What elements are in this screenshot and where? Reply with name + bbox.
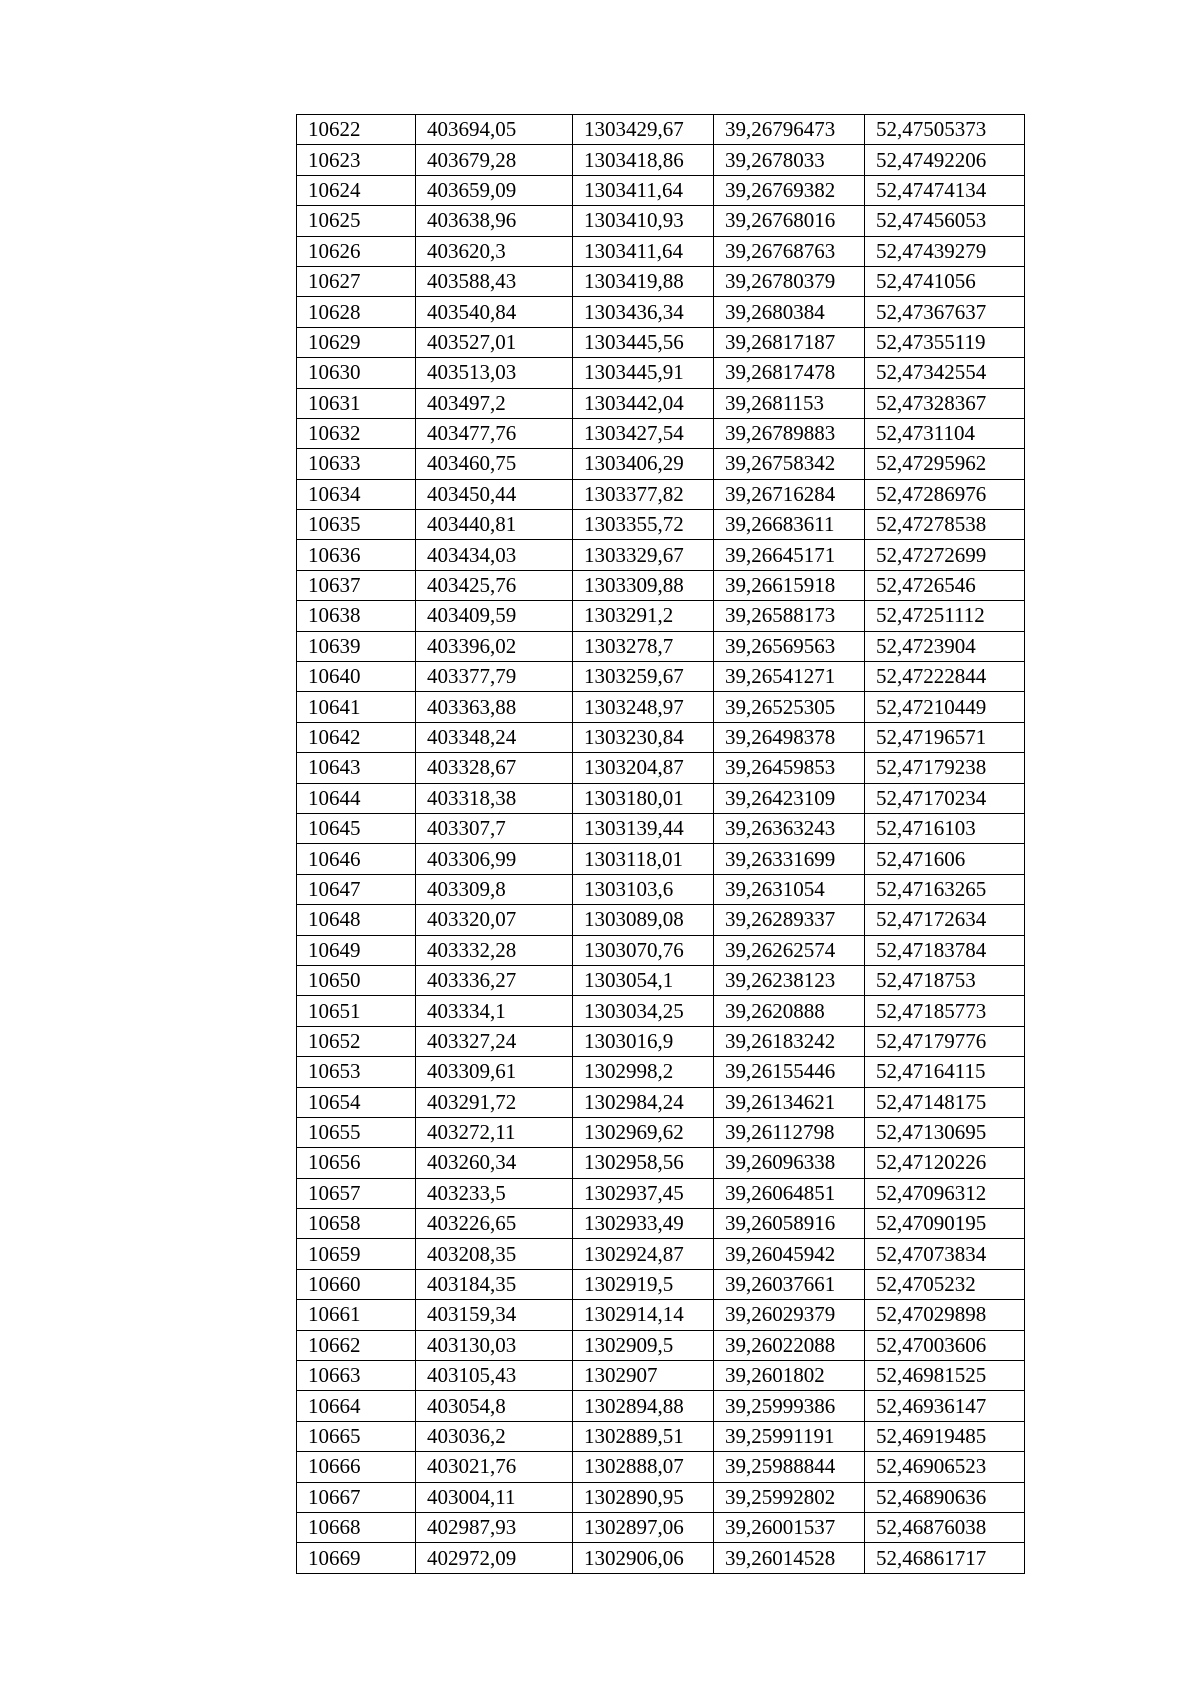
table-row	[297, 1330, 1025, 1360]
point-number-cell: 10659	[297, 1239, 416, 1269]
longitude-cell: 39,2601802	[714, 1361, 865, 1391]
latitude-cell: 52,47029898	[865, 1300, 1025, 1330]
longitude-cell: 39,26022088	[714, 1330, 865, 1360]
table-row	[297, 388, 1025, 418]
latitude-cell: 52,47328367	[865, 388, 1025, 418]
table-row	[297, 1269, 1025, 1299]
latitude-cell: 52,47251112	[865, 601, 1025, 631]
longitude-cell: 39,26645171	[714, 540, 865, 570]
x-coordinate-cell: 403460,75	[416, 449, 573, 479]
latitude-cell: 52,47196571	[865, 722, 1025, 752]
point-number-cell: 10628	[297, 297, 416, 327]
longitude-cell: 39,26498378	[714, 722, 865, 752]
y-coordinate-cell: 1302889,51	[573, 1421, 714, 1451]
longitude-cell: 39,26155446	[714, 1057, 865, 1087]
latitude-cell: 52,47163265	[865, 874, 1025, 904]
latitude-cell: 52,47073834	[865, 1239, 1025, 1269]
y-coordinate-cell: 1303377,82	[573, 479, 714, 509]
longitude-cell: 39,26037661	[714, 1269, 865, 1299]
y-coordinate-cell: 1303406,29	[573, 449, 714, 479]
y-coordinate-cell: 1303410,93	[573, 206, 714, 236]
longitude-cell: 39,26001537	[714, 1512, 865, 1542]
latitude-cell: 52,47185773	[865, 996, 1025, 1026]
latitude-cell: 52,47003606	[865, 1330, 1025, 1360]
x-coordinate-cell: 403291,72	[416, 1087, 573, 1117]
table-row	[297, 1543, 1025, 1573]
y-coordinate-cell: 1303230,84	[573, 722, 714, 752]
y-coordinate-cell: 1303070,76	[573, 935, 714, 965]
y-coordinate-cell: 1302907	[573, 1361, 714, 1391]
latitude-cell: 52,4716103	[865, 813, 1025, 843]
x-coordinate-cell: 403054,8	[416, 1391, 573, 1421]
longitude-cell: 39,2680384	[714, 297, 865, 327]
x-coordinate-cell: 403348,24	[416, 722, 573, 752]
point-number-cell: 10668	[297, 1512, 416, 1542]
latitude-cell: 52,46936147	[865, 1391, 1025, 1421]
y-coordinate-cell: 1303411,64	[573, 175, 714, 205]
table-row	[297, 1087, 1025, 1117]
table-row	[297, 1452, 1025, 1482]
x-coordinate-cell: 403208,35	[416, 1239, 573, 1269]
table-row	[297, 175, 1025, 205]
point-number-cell: 10634	[297, 479, 416, 509]
table-row	[297, 722, 1025, 752]
latitude-cell: 52,47278538	[865, 510, 1025, 540]
table-row	[297, 540, 1025, 570]
point-number-cell: 10630	[297, 358, 416, 388]
latitude-cell: 52,47355119	[865, 327, 1025, 357]
table-row	[297, 996, 1025, 1026]
latitude-cell: 52,47222844	[865, 662, 1025, 692]
x-coordinate-cell: 403307,7	[416, 813, 573, 843]
x-coordinate-cell: 403159,34	[416, 1300, 573, 1330]
latitude-cell: 52,47439279	[865, 236, 1025, 266]
longitude-cell: 39,26029379	[714, 1300, 865, 1330]
point-number-cell: 10662	[297, 1330, 416, 1360]
y-coordinate-cell: 1302937,45	[573, 1178, 714, 1208]
x-coordinate-cell: 403425,76	[416, 570, 573, 600]
point-number-cell: 10642	[297, 722, 416, 752]
y-coordinate-cell: 1302897,06	[573, 1512, 714, 1542]
longitude-cell: 39,26769382	[714, 175, 865, 205]
longitude-cell: 39,26112798	[714, 1117, 865, 1147]
latitude-cell: 52,46906523	[865, 1452, 1025, 1482]
longitude-cell: 39,25992802	[714, 1482, 865, 1512]
x-coordinate-cell: 403327,24	[416, 1026, 573, 1056]
table-row	[297, 1391, 1025, 1421]
longitude-cell: 39,2678033	[714, 145, 865, 175]
longitude-cell: 39,26541271	[714, 662, 865, 692]
point-number-cell: 10663	[297, 1361, 416, 1391]
x-coordinate-cell: 403638,96	[416, 206, 573, 236]
latitude-cell: 52,46861717	[865, 1543, 1025, 1573]
latitude-cell: 52,47172634	[865, 905, 1025, 935]
table-row	[297, 844, 1025, 874]
latitude-cell: 52,46981525	[865, 1361, 1025, 1391]
table-row	[297, 115, 1025, 145]
latitude-cell: 52,47367637	[865, 297, 1025, 327]
latitude-cell: 52,47474134	[865, 175, 1025, 205]
point-number-cell: 10649	[297, 935, 416, 965]
table-row	[297, 327, 1025, 357]
longitude-cell: 39,26817187	[714, 327, 865, 357]
longitude-cell: 39,26014528	[714, 1543, 865, 1573]
coordinates-table-body	[297, 115, 1025, 1574]
longitude-cell: 39,26525305	[714, 692, 865, 722]
point-number-cell: 10669	[297, 1543, 416, 1573]
table-row	[297, 1117, 1025, 1147]
y-coordinate-cell: 1303429,67	[573, 115, 714, 145]
x-coordinate-cell: 403588,43	[416, 266, 573, 296]
table-row	[297, 1178, 1025, 1208]
x-coordinate-cell: 402972,09	[416, 1543, 573, 1573]
point-number-cell: 10660	[297, 1269, 416, 1299]
y-coordinate-cell: 1302958,56	[573, 1148, 714, 1178]
x-coordinate-cell: 403363,88	[416, 692, 573, 722]
longitude-cell: 39,25988844	[714, 1452, 865, 1482]
x-coordinate-cell: 403659,09	[416, 175, 573, 205]
y-coordinate-cell: 1302890,95	[573, 1482, 714, 1512]
latitude-cell: 52,46919485	[865, 1421, 1025, 1451]
point-number-cell: 10644	[297, 783, 416, 813]
x-coordinate-cell: 403272,11	[416, 1117, 573, 1147]
table-row	[297, 479, 1025, 509]
latitude-cell: 52,471606	[865, 844, 1025, 874]
latitude-cell: 52,46876038	[865, 1512, 1025, 1542]
point-number-cell: 10666	[297, 1452, 416, 1482]
table-row	[297, 935, 1025, 965]
point-number-cell: 10657	[297, 1178, 416, 1208]
x-coordinate-cell: 403434,03	[416, 540, 573, 570]
longitude-cell: 39,2631054	[714, 874, 865, 904]
x-coordinate-cell: 403306,99	[416, 844, 573, 874]
point-number-cell: 10658	[297, 1209, 416, 1239]
y-coordinate-cell: 1303436,34	[573, 297, 714, 327]
point-number-cell: 10622	[297, 115, 416, 145]
longitude-cell: 39,26183242	[714, 1026, 865, 1056]
longitude-cell: 39,26768763	[714, 236, 865, 266]
point-number-cell: 10633	[297, 449, 416, 479]
latitude-cell: 52,4741056	[865, 266, 1025, 296]
x-coordinate-cell: 403477,76	[416, 418, 573, 448]
table-row	[297, 1239, 1025, 1269]
y-coordinate-cell: 1302888,07	[573, 1452, 714, 1482]
y-coordinate-cell: 1303445,56	[573, 327, 714, 357]
table-row	[297, 1421, 1025, 1451]
longitude-cell: 39,26238123	[714, 965, 865, 995]
y-coordinate-cell: 1303259,67	[573, 662, 714, 692]
point-number-cell: 10624	[297, 175, 416, 205]
latitude-cell: 52,47505373	[865, 115, 1025, 145]
x-coordinate-cell: 403332,28	[416, 935, 573, 965]
table-row	[297, 1361, 1025, 1391]
x-coordinate-cell: 403260,34	[416, 1148, 573, 1178]
y-coordinate-cell: 1303278,7	[573, 631, 714, 661]
longitude-cell: 39,2681153	[714, 388, 865, 418]
point-number-cell: 10655	[297, 1117, 416, 1147]
point-number-cell: 10637	[297, 570, 416, 600]
point-number-cell: 10665	[297, 1421, 416, 1451]
x-coordinate-cell: 403318,38	[416, 783, 573, 813]
table-row	[297, 266, 1025, 296]
latitude-cell: 52,47164115	[865, 1057, 1025, 1087]
latitude-cell: 52,47096312	[865, 1178, 1025, 1208]
point-number-cell: 10650	[297, 965, 416, 995]
table-row	[297, 1148, 1025, 1178]
table-row	[297, 1512, 1025, 1542]
point-number-cell: 10653	[297, 1057, 416, 1087]
latitude-cell: 52,4726546	[865, 570, 1025, 600]
table-row	[297, 601, 1025, 631]
x-coordinate-cell: 403409,59	[416, 601, 573, 631]
y-coordinate-cell: 1303016,9	[573, 1026, 714, 1056]
longitude-cell: 39,25999386	[714, 1391, 865, 1421]
point-number-cell: 10646	[297, 844, 416, 874]
latitude-cell: 52,47210449	[865, 692, 1025, 722]
y-coordinate-cell: 1303139,44	[573, 813, 714, 843]
y-coordinate-cell: 1303034,25	[573, 996, 714, 1026]
longitude-cell: 39,2620888	[714, 996, 865, 1026]
y-coordinate-cell: 1302984,24	[573, 1087, 714, 1117]
x-coordinate-cell: 403309,8	[416, 874, 573, 904]
y-coordinate-cell: 1302894,88	[573, 1391, 714, 1421]
coordinates-table	[296, 114, 1025, 1574]
longitude-cell: 39,26789883	[714, 418, 865, 448]
x-coordinate-cell: 403527,01	[416, 327, 573, 357]
longitude-cell: 39,26780379	[714, 266, 865, 296]
x-coordinate-cell: 403309,61	[416, 1057, 573, 1087]
y-coordinate-cell: 1303054,1	[573, 965, 714, 995]
table-row	[297, 813, 1025, 843]
longitude-cell: 39,26768016	[714, 206, 865, 236]
point-number-cell: 10632	[297, 418, 416, 448]
latitude-cell: 52,47456053	[865, 206, 1025, 236]
table-row	[297, 570, 1025, 600]
x-coordinate-cell: 403336,27	[416, 965, 573, 995]
y-coordinate-cell: 1303103,6	[573, 874, 714, 904]
longitude-cell: 39,26045942	[714, 1239, 865, 1269]
y-coordinate-cell: 1302969,62	[573, 1117, 714, 1147]
y-coordinate-cell: 1303418,86	[573, 145, 714, 175]
point-number-cell: 10640	[297, 662, 416, 692]
y-coordinate-cell: 1302909,5	[573, 1330, 714, 1360]
longitude-cell: 39,26615918	[714, 570, 865, 600]
x-coordinate-cell: 403540,84	[416, 297, 573, 327]
x-coordinate-cell: 403450,44	[416, 479, 573, 509]
table-row	[297, 1026, 1025, 1056]
latitude-cell: 52,4731104	[865, 418, 1025, 448]
longitude-cell: 39,26096338	[714, 1148, 865, 1178]
latitude-cell: 52,47272699	[865, 540, 1025, 570]
table-row	[297, 753, 1025, 783]
x-coordinate-cell: 403694,05	[416, 115, 573, 145]
longitude-cell: 39,26331699	[714, 844, 865, 874]
point-number-cell: 10661	[297, 1300, 416, 1330]
x-coordinate-cell: 403620,3	[416, 236, 573, 266]
latitude-cell: 52,47148175	[865, 1087, 1025, 1117]
y-coordinate-cell: 1303118,01	[573, 844, 714, 874]
longitude-cell: 39,26588173	[714, 601, 865, 631]
y-coordinate-cell: 1302924,87	[573, 1239, 714, 1269]
y-coordinate-cell: 1303089,08	[573, 905, 714, 935]
x-coordinate-cell: 403320,07	[416, 905, 573, 935]
longitude-cell: 39,26817478	[714, 358, 865, 388]
y-coordinate-cell: 1303427,54	[573, 418, 714, 448]
y-coordinate-cell: 1303204,87	[573, 753, 714, 783]
table-row	[297, 783, 1025, 813]
point-number-cell: 10651	[297, 996, 416, 1026]
x-coordinate-cell: 403377,79	[416, 662, 573, 692]
table-row	[297, 662, 1025, 692]
point-number-cell: 10654	[297, 1087, 416, 1117]
y-coordinate-cell: 1303329,67	[573, 540, 714, 570]
y-coordinate-cell: 1302914,14	[573, 1300, 714, 1330]
latitude-cell: 52,47130695	[865, 1117, 1025, 1147]
latitude-cell: 52,47342554	[865, 358, 1025, 388]
latitude-cell: 52,4705232	[865, 1269, 1025, 1299]
y-coordinate-cell: 1303442,04	[573, 388, 714, 418]
point-number-cell: 10643	[297, 753, 416, 783]
point-number-cell: 10652	[297, 1026, 416, 1056]
x-coordinate-cell: 403334,1	[416, 996, 573, 1026]
table-row	[297, 418, 1025, 448]
longitude-cell: 39,26289337	[714, 905, 865, 935]
longitude-cell: 39,26683611	[714, 510, 865, 540]
point-number-cell: 10647	[297, 874, 416, 904]
point-number-cell: 10641	[297, 692, 416, 722]
x-coordinate-cell: 403328,67	[416, 753, 573, 783]
x-coordinate-cell: 403440,81	[416, 510, 573, 540]
latitude-cell: 52,47286976	[865, 479, 1025, 509]
table-row	[297, 236, 1025, 266]
latitude-cell: 52,47179776	[865, 1026, 1025, 1056]
table-row	[297, 1300, 1025, 1330]
longitude-cell: 39,26758342	[714, 449, 865, 479]
x-coordinate-cell: 403021,76	[416, 1452, 573, 1482]
y-coordinate-cell: 1303180,01	[573, 783, 714, 813]
point-number-cell: 10639	[297, 631, 416, 661]
longitude-cell: 39,26716284	[714, 479, 865, 509]
longitude-cell: 39,26459853	[714, 753, 865, 783]
table-row	[297, 145, 1025, 175]
longitude-cell: 39,26423109	[714, 783, 865, 813]
table-row	[297, 905, 1025, 935]
x-coordinate-cell: 403396,02	[416, 631, 573, 661]
x-coordinate-cell: 403036,2	[416, 1421, 573, 1451]
x-coordinate-cell: 403497,2	[416, 388, 573, 418]
x-coordinate-cell: 403226,65	[416, 1209, 573, 1239]
table-row	[297, 692, 1025, 722]
x-coordinate-cell: 403105,43	[416, 1361, 573, 1391]
point-number-cell: 10623	[297, 145, 416, 175]
y-coordinate-cell: 1303309,88	[573, 570, 714, 600]
longitude-cell: 39,25991191	[714, 1421, 865, 1451]
point-number-cell: 10667	[297, 1482, 416, 1512]
point-number-cell: 10631	[297, 388, 416, 418]
x-coordinate-cell: 403130,03	[416, 1330, 573, 1360]
y-coordinate-cell: 1303248,97	[573, 692, 714, 722]
table-row	[297, 358, 1025, 388]
point-number-cell: 10625	[297, 206, 416, 236]
table-row	[297, 206, 1025, 236]
point-number-cell: 10635	[297, 510, 416, 540]
y-coordinate-cell: 1303411,64	[573, 236, 714, 266]
y-coordinate-cell: 1302933,49	[573, 1209, 714, 1239]
point-number-cell: 10664	[297, 1391, 416, 1421]
table-row	[297, 965, 1025, 995]
point-number-cell: 10626	[297, 236, 416, 266]
longitude-cell: 39,26064851	[714, 1178, 865, 1208]
table-row	[297, 449, 1025, 479]
table-row	[297, 297, 1025, 327]
longitude-cell: 39,26363243	[714, 813, 865, 843]
point-number-cell: 10656	[297, 1148, 416, 1178]
longitude-cell: 39,26134621	[714, 1087, 865, 1117]
y-coordinate-cell: 1303419,88	[573, 266, 714, 296]
table-row	[297, 1057, 1025, 1087]
point-number-cell: 10645	[297, 813, 416, 843]
y-coordinate-cell: 1303355,72	[573, 510, 714, 540]
x-coordinate-cell: 403513,03	[416, 358, 573, 388]
latitude-cell: 52,47090195	[865, 1209, 1025, 1239]
x-coordinate-cell: 402987,93	[416, 1512, 573, 1542]
x-coordinate-cell: 403004,11	[416, 1482, 573, 1512]
latitude-cell: 52,47492206	[865, 145, 1025, 175]
x-coordinate-cell: 403184,35	[416, 1269, 573, 1299]
latitude-cell: 52,47179238	[865, 753, 1025, 783]
longitude-cell: 39,26262574	[714, 935, 865, 965]
y-coordinate-cell: 1302919,5	[573, 1269, 714, 1299]
latitude-cell: 52,47295962	[865, 449, 1025, 479]
longitude-cell: 39,26569563	[714, 631, 865, 661]
y-coordinate-cell: 1302906,06	[573, 1543, 714, 1573]
latitude-cell: 52,47120226	[865, 1148, 1025, 1178]
point-number-cell: 10627	[297, 266, 416, 296]
longitude-cell: 39,26058916	[714, 1209, 865, 1239]
table-row	[297, 510, 1025, 540]
latitude-cell: 52,47183784	[865, 935, 1025, 965]
x-coordinate-cell: 403233,5	[416, 1178, 573, 1208]
x-coordinate-cell: 403679,28	[416, 145, 573, 175]
point-number-cell: 10636	[297, 540, 416, 570]
table-row	[297, 1482, 1025, 1512]
point-number-cell: 10629	[297, 327, 416, 357]
table-row	[297, 631, 1025, 661]
y-coordinate-cell: 1303445,91	[573, 358, 714, 388]
latitude-cell: 52,46890636	[865, 1482, 1025, 1512]
table-row	[297, 874, 1025, 904]
table-row	[297, 1209, 1025, 1239]
y-coordinate-cell: 1302998,2	[573, 1057, 714, 1087]
y-coordinate-cell: 1303291,2	[573, 601, 714, 631]
latitude-cell: 52,4723904	[865, 631, 1025, 661]
longitude-cell: 39,26796473	[714, 115, 865, 145]
point-number-cell: 10648	[297, 905, 416, 935]
point-number-cell: 10638	[297, 601, 416, 631]
latitude-cell: 52,47170234	[865, 783, 1025, 813]
latitude-cell: 52,4718753	[865, 965, 1025, 995]
